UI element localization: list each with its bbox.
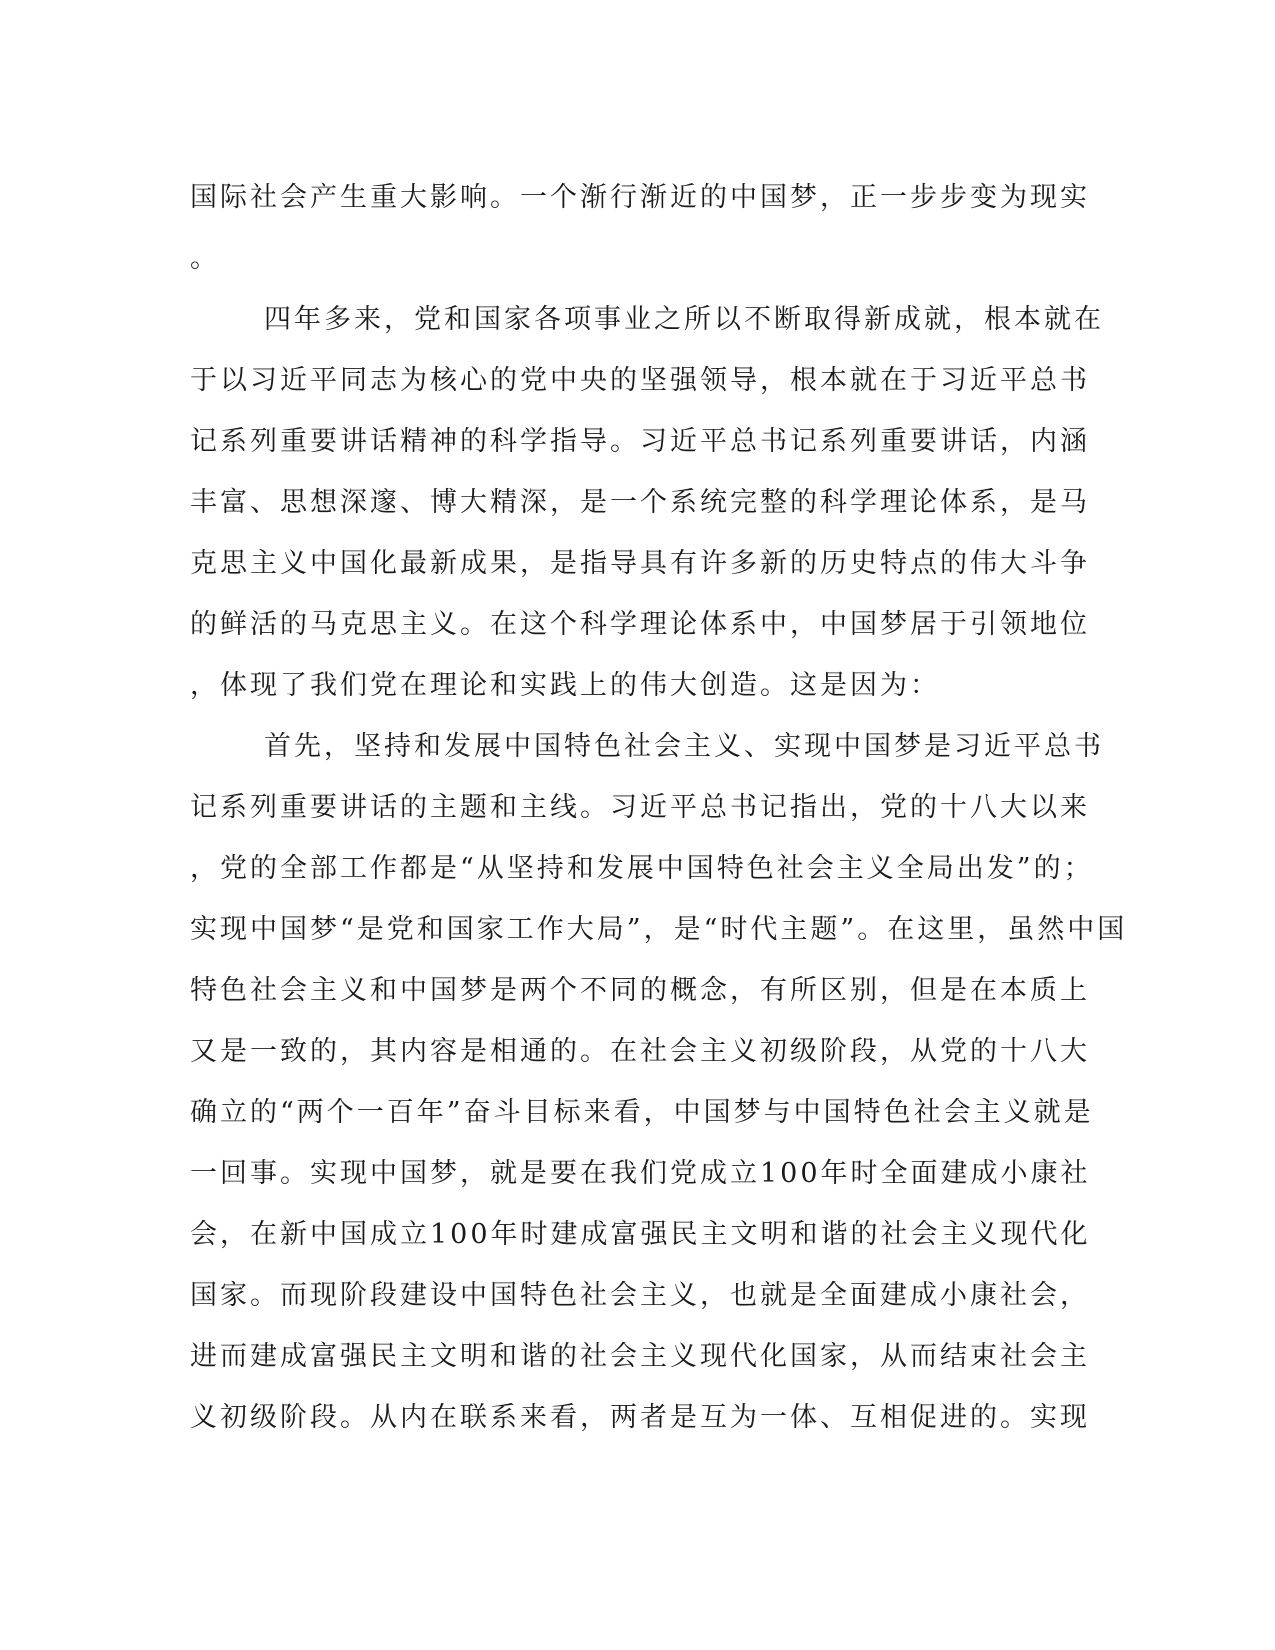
text-line: 克思主义中国化最新成果，是指导具有许多新的历史特点的伟大斗争 xyxy=(190,548,1090,579)
paragraph-start-line: 首先，坚持和发展中国特色社会主义、实现中国梦是习近平总书 xyxy=(264,731,1104,762)
text-line: 特色社会主义和中国梦是两个不同的概念，有所区别，但是在本质上 xyxy=(190,975,1090,1006)
text-line: 会，在新中国成立100年时建成富强民主文明和谐的社会主义现代化 xyxy=(190,1219,1091,1250)
text-line: 确立的“两个一百年”奋斗目标来看，中国梦与中国特色社会主义就是 xyxy=(190,1097,1094,1128)
text-line: 。 xyxy=(190,243,220,274)
text-line: 记系列重要讲话精神的科学指导。习近平总书记系列重要讲话，内涵 xyxy=(190,426,1090,457)
text-line: 义初级阶段。从内在联系来看，两者是互为一体、互相促进的。实现 xyxy=(190,1402,1090,1433)
text-line: 国际社会产生重大影响。一个渐行渐近的中国梦，正一步步变为现实 xyxy=(190,182,1090,213)
text-line: 丰富、思想深邃、博大精深，是一个系统完整的科学理论体系，是马 xyxy=(190,487,1090,518)
text-line: 进而建成富强民主文明和谐的社会主义现代化国家，从而结束社会主 xyxy=(190,1341,1090,1372)
text-line: 又是一致的，其内容是相通的。在社会主义初级阶段，从党的十八大 xyxy=(190,1036,1090,1067)
text-line: ，体现了我们党在理论和实践上的伟大创造。这是因为： xyxy=(190,670,940,701)
text-line: 实现中国梦“是党和国家工作大局”，是“时代主题”。在这里，虽然中国 xyxy=(190,914,1128,945)
text-line: 记系列重要讲话的主题和主线。习近平总书记指出，党的十八大以来 xyxy=(190,792,1090,823)
paragraph-start-line: 四年多来，党和国家各项事业之所以不断取得新成就，根本就在 xyxy=(264,304,1104,335)
text-line: ，党的全部工作都是“从坚持和发展中国特色社会主义全局出发”的； xyxy=(190,853,1094,884)
document-body xyxy=(190,167,1128,1448)
text-line: 于以习近平同志为核心的党中央的坚强领导，根本就在于习近平总书 xyxy=(190,365,1090,396)
text-line: 国家。而现阶段建设中国特色社会主义，也就是全面建成小康社会， xyxy=(190,1280,1090,1311)
text-line: 的鲜活的马克思主义。在这个科学理论体系中，中国梦居于引领地位 xyxy=(190,609,1090,640)
text-line: 一回事。实现中国梦，就是要在我们党成立100年时全面建成小康社 xyxy=(190,1158,1091,1189)
